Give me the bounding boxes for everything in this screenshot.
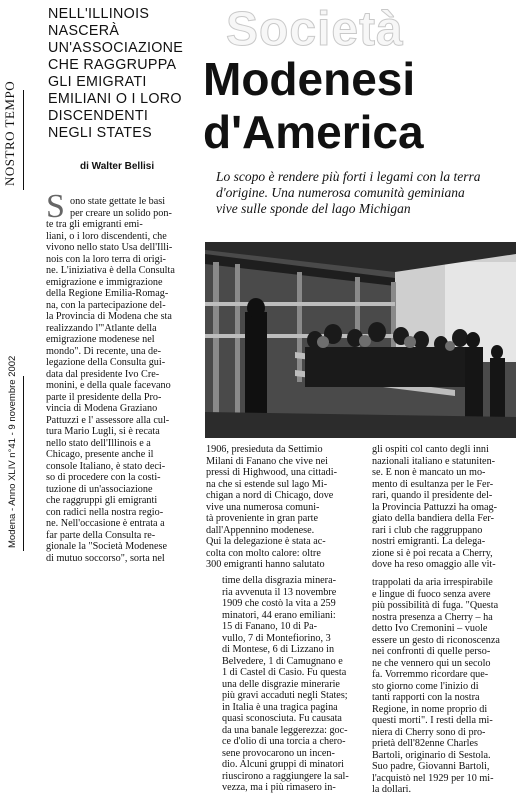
drop-cap: S — [46, 188, 65, 225]
text-line: nostri emigranti. La delega- — [372, 536, 486, 547]
text-line: chigan a nord di Chicago, dove — [206, 490, 334, 501]
text-line: trappolati da aria irrespirabile — [372, 577, 493, 588]
text-line: essere un gesto di riconoscenza — [372, 634, 500, 646]
body-column-5 — [372, 577, 516, 796]
folio-rule — [23, 376, 24, 551]
text-line: nois con la loro terra di origi- — [46, 253, 166, 265]
text-line: mento di esultanza per le Fer- — [372, 478, 494, 490]
headline-line-1: Modenesi — [203, 53, 416, 105]
text-line: parte il presidente della Pro- — [46, 391, 162, 403]
text-line: Regione, in nome proprio di — [372, 703, 488, 715]
text-line: sene provocarono un incen- — [222, 747, 335, 759]
text-line: emigrazione modenese nel — [46, 334, 155, 345]
text-line: minatori, 44 erano emiliani: — [222, 609, 336, 621]
archival-photo — [205, 242, 516, 438]
text-line: vullo, 7 di Montefiorino, 3 — [222, 632, 331, 644]
photo-illustration — [205, 242, 516, 438]
text-line: tanti rapporti con la nostra — [372, 692, 480, 703]
byline: di Walter Bellisi — [80, 161, 155, 172]
kicker — [48, 6, 218, 142]
text-line: nei confronti di quelle perso- — [372, 646, 491, 657]
kicker-line: UN'ASSOCIAZIONE — [48, 40, 184, 56]
body-column-4 — [222, 575, 364, 794]
text-line: ne. Nell'occasione è entrata a — [46, 518, 165, 529]
kicker-line: GLI EMIGRATI — [48, 74, 147, 90]
text-line: che raggruppi gli emigranti — [46, 495, 158, 506]
text-line: vivono nello stato Usa dell'Illi- — [46, 242, 173, 253]
text-line: prietà dell'82enne Charles — [372, 738, 478, 749]
text-line: la dollari. — [372, 784, 412, 795]
deck-line: Lo scopo è rendere più forti i legami con la terra — [216, 169, 481, 184]
text-line: 1909 che costò la vita a 259 — [222, 598, 336, 609]
text-line: niera di Cherry sono di pro- — [372, 726, 486, 738]
text-line: l'acquistò nel 1929 per 10 mi- — [372, 772, 494, 784]
text-line: con radici nella nostra regio- — [46, 506, 164, 518]
text-line: dall'Appennino modenese. — [206, 524, 315, 536]
kicker-line: CHE RAGGRUPPA — [48, 57, 177, 73]
text-line: gli ospiti col canto degli inni — [372, 444, 489, 455]
text-line: mondo". Di recente, una de- — [46, 345, 162, 357]
text-line: la Provincia di Modena che sta — [46, 311, 172, 322]
text-line: 300 emigranti hanno salutato — [206, 559, 325, 570]
text-line: tura Mario Lugli, si è recata — [46, 426, 160, 437]
text-line: dio. Alcuni gruppi di minatori — [222, 759, 344, 770]
text-line: rari, quando il presidente del- — [372, 490, 493, 501]
text-line: e lingue di fuoco senza avere — [372, 588, 491, 600]
text-line: vive una numerosa comuni- — [206, 501, 320, 513]
text-line: Pattuzzi e l' assessore alla cul- — [46, 414, 170, 426]
text-line: detto Ivo Cremonini – vuole — [372, 623, 488, 634]
text-line: emigrazione e immigrazione — [46, 276, 163, 288]
text-line: console Italiano, è stato deci- — [46, 460, 166, 472]
body-column-2 — [206, 444, 349, 571]
kicker-line: DISCENDENTI — [48, 108, 149, 124]
text-line: più possibilità di fuga. "Questa — [372, 600, 499, 611]
text-line: 15 di Fanano, 10 di Pa- — [222, 621, 318, 632]
text-line: monini, e della quale facevano — [46, 380, 171, 391]
text-line: di Montese, 6 di Lizzano in — [222, 644, 335, 655]
deck-line: vive sulle sponde del lago Michigan — [216, 201, 411, 216]
publication-masthead: NOSTRO TEMPO — [2, 80, 17, 186]
body-column-3 — [372, 444, 516, 571]
text-line: legazione della Consulta gui- — [46, 357, 166, 368]
text-line: na, con la partecipazione del- — [46, 299, 166, 311]
text-line: riuscirono a raggiungere la sal- — [222, 770, 349, 782]
text-line: una delle disgrazie minerarie — [222, 678, 340, 690]
text-line: gionale la "Società Modenese — [46, 541, 167, 552]
text-line: vezza, ma i più rimasero in- — [222, 782, 336, 793]
text-line: più gravi accaduti negli States; — [222, 690, 348, 701]
deck-line: d'origine. Una numerosa comunità geminiana — [216, 185, 465, 200]
text-line: liani, o i loro discendenti, che — [46, 230, 167, 242]
text-line: 1 di Castel di Casio. Fu questa — [222, 667, 347, 678]
text-line: questi morti". I resti della mi- — [372, 715, 493, 726]
kicker-line: NELL'ILLINOIS — [48, 6, 150, 22]
text-line: Milani di Fanano che vive nei — [206, 455, 328, 467]
text-line: Suo padre, Giovanni Bartoli, — [372, 761, 490, 772]
text-line: na che si estende sul lago Mi- — [206, 478, 328, 490]
text-line: data dal presidente Ivo Cre- — [46, 368, 160, 380]
text-line: te tra gli emigranti emi- — [46, 219, 143, 230]
text-line: ce d'olio di una torcia a chero- — [222, 736, 346, 747]
text-line: in Italia è una tragica pagina — [222, 701, 338, 713]
text-line: so di procedere con la costi- — [46, 472, 161, 483]
headline-line-2: d'America — [203, 106, 424, 158]
text-line: dove ha reso omaggio alle vit- — [372, 559, 496, 570]
text-line: Qui la delegazione è stata ac- — [206, 536, 326, 547]
text-line: ne. L'iniziativa è della Consulta — [46, 265, 175, 276]
text-line: tuzione di un'associazione — [46, 483, 153, 495]
masthead-rule — [23, 90, 24, 190]
text-line: ono state gettate le basi — [70, 196, 166, 207]
deck-subheading — [216, 169, 516, 217]
text-line: far parte della Consulta re- — [46, 529, 156, 541]
text-line: Belvedere, 1 di Camugnano e — [222, 655, 343, 667]
text-line: fa. Vorremmo ricordare que- — [372, 669, 489, 680]
text-line: pressi di Highwood, una cittadi- — [206, 467, 337, 478]
section-heading: Società — [226, 3, 404, 56]
kicker-line: EMILIANI O I LORO — [48, 91, 182, 107]
text-line: vincia di Modena Graziano — [46, 403, 158, 414]
text-line: ne che vennero qui un secolo — [372, 657, 491, 669]
text-line: Chicago, presente anche il — [46, 449, 154, 460]
text-line: zione si è poi recata a Cherry, — [372, 547, 493, 559]
text-line: rari i club che raggruppano — [372, 524, 483, 536]
text-line: Bartoli, originario di Sestola. — [372, 749, 491, 761]
text-line: colta con molto calore: oltre — [206, 547, 321, 559]
text-line: tà proveniente in gran parte — [206, 513, 319, 524]
kicker-line: NASCERÀ — [48, 23, 120, 39]
text-line: 1906, presieduta da Settimio — [206, 444, 323, 455]
text-line: da una banale leggerezza: goc- — [222, 724, 348, 736]
text-line: time della disgrazia minera- — [222, 575, 336, 586]
text-line: realizzando l'"Atlante della — [46, 322, 157, 334]
text-line: per creare un solido pon- — [70, 207, 172, 219]
text-line: nostra presenza a Cherry – ha — [372, 611, 493, 623]
text-line: di mutuo soccorso", sorta nel — [46, 552, 165, 564]
text-line: nazionali italiano e statuniten- — [372, 455, 496, 467]
issue-folio: Modena - Anno XLIV n°41 - 9 novembre 2002 — [7, 355, 18, 548]
text-line: la Provincia Pattuzzi ha omag- — [372, 501, 498, 513]
body-column-1 — [46, 196, 194, 564]
text-line: giato della bandiera della Fer- — [372, 513, 494, 524]
kicker-line: NEGLI STATES — [48, 125, 152, 141]
text-line: nello stato dell'Illinois e a — [46, 437, 151, 449]
text-line: quasi sconosciuta. Fu causata — [222, 713, 342, 724]
text-line: se. E non è mancato un mo- — [372, 467, 486, 478]
text-line: ria avvenuta il 13 novembre — [222, 586, 337, 598]
text-line: della Regione Emilia-Romag- — [46, 288, 169, 299]
text-line: sto giorno come l'inizio di — [372, 680, 479, 692]
